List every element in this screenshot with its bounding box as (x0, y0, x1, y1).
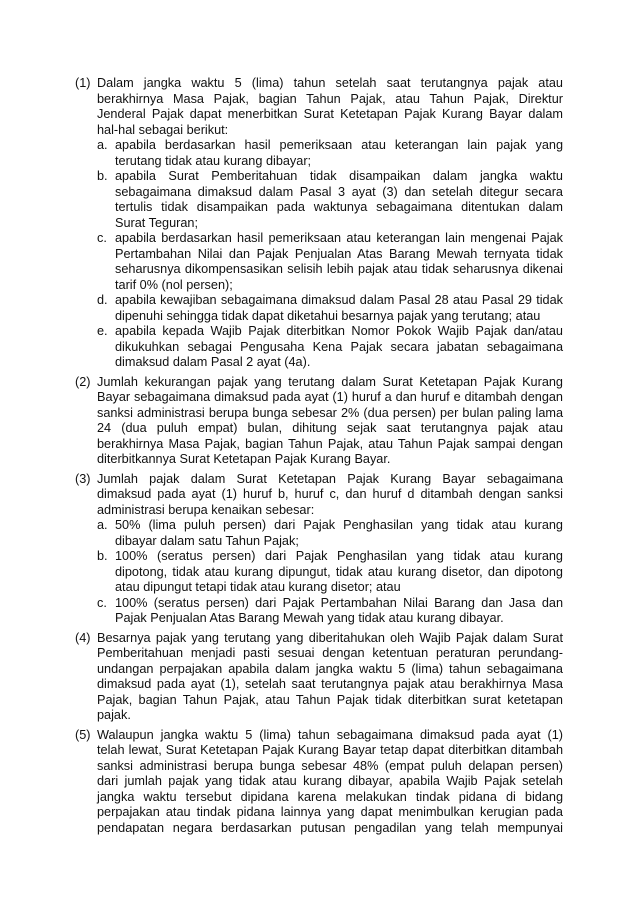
text-line: Jumlah kekurangan pajak yang terutang dalam Surat Ketetapan Pajak Kurang (97, 374, 563, 389)
paragraph-number: (2) (75, 374, 91, 389)
text-line: apabila kewajiban sebagaimana dimaksud dalam Pasal 28 atau Pasal 29 tidak (115, 293, 563, 307)
text-line: dimaksud pada ayat (1) huruf b, huruf c, dan huruf d ditambah dengan sanksi (97, 487, 563, 501)
text-line: tarif 0% (nol persen); (115, 277, 233, 292)
text-line: dimaksud pada ayat (1), setelah saat terutangnya pajak atau berakhirnya Masa (97, 677, 563, 691)
text-line: sanksi administrasi berupa bunga sebesar 48% (empat puluh delapan persen) (97, 758, 563, 773)
text-line: apabila berdasarkan hasil pemeriksaan atau keterangan lain pajak yang (115, 138, 563, 152)
list-item-letter: b. (97, 169, 108, 183)
list-item-text (115, 231, 563, 293)
list-item-text (115, 518, 563, 549)
text-line: pendapatan negara berdasarkan putusan pengadilan yang telah mempunyai (97, 820, 563, 835)
text-line: pajak. (97, 708, 131, 722)
text-line: dimaksud dalam Pasal 2 ayat (4a). (115, 355, 311, 369)
list-item-text (115, 169, 563, 231)
paragraph-number: (1) (75, 76, 91, 90)
text-line: Pajak, bagian Tahun Pajak, atau Tahun Pajak tidak diterbitkan surat ketetapan (97, 692, 563, 707)
text-line: Pertambahan Nilai dan Pajak Penjualan Atas Barang Mewah ternyata tidak (115, 246, 563, 261)
text-line: Bayar sebagaimana dimaksud pada ayat (1) huruf a dan huruf e ditambah dengan (97, 390, 563, 404)
text-line: perpajakan atau tindak pidana lainnya yang dapat menimbulkan kerugian pada (97, 805, 563, 819)
list-item-letter: c. (97, 595, 107, 610)
list-item-letter: e. (97, 324, 108, 338)
text-line: apabila kepada Wajib Pajak diterbitkan Nomor Pokok Wajib Pajak dan/atau (115, 324, 563, 338)
list-item (97, 231, 563, 293)
paragraph-5 (75, 728, 563, 837)
text-line: undangan perpajakan apabila dalam jangka waktu 5 (lima) tahun sebagaimana (97, 661, 563, 676)
text-line: 24 (dua puluh empat) bulan, dihitung sejak saat terutangnya pajak atau (97, 421, 563, 435)
paragraph-number: (3) (75, 471, 91, 486)
text-line: Dalam jangka waktu 5 (lima) tahun setelah saat terutangnya pajak atau (97, 76, 563, 90)
list-item-text (115, 549, 563, 596)
list-item-letter: c. (97, 231, 107, 245)
list-item (97, 293, 563, 324)
list-item-letter: a. (97, 138, 108, 152)
list-item (97, 138, 563, 169)
list-item-letter: b. (97, 549, 108, 563)
text-line: 100% (seratus persen) dari Pajak Pertambahan Nilai Barang dan Jasa dan (115, 595, 563, 610)
paragraph-4 (75, 631, 563, 724)
list-item (97, 518, 563, 549)
list-item-letter: d. (97, 293, 108, 307)
text-line: diterbitkannya Surat Ketetapan Pajak Kurang Bayar. (97, 452, 391, 466)
paragraph-text (97, 472, 563, 627)
paragraph-text (97, 76, 563, 371)
list-item (97, 324, 563, 371)
text-line: apabila berdasarkan hasil pemeriksaan atau keterangan lain mengenai Pajak (115, 231, 563, 245)
text-line: hal-hal sebagai berikut: (97, 122, 229, 137)
text-line: sanksi administrasi berupa bunga sebesar 2% (dua persen) per bulan paling lama (97, 405, 563, 420)
text-line: Besarnya pajak yang terutang yang diberitahukan oleh Wajib Pajak dalam Surat (97, 630, 563, 645)
list-item-text (115, 138, 563, 169)
text-line: Jumlah pajak dalam Surat Ketetapan Pajak Kurang Bayar sebagaimana (97, 471, 563, 486)
text-line: dipotong, tidak atau kurang dipungut, tidak atau kurang disetor, dan dipotong (115, 564, 563, 579)
list-item-text (115, 293, 563, 324)
text-line: atau dipungut tetapi tidak atau kurang disetor; atau (115, 580, 401, 594)
text-line: berakhirnya Masa Pajak, bagian Tahun Pajak, atau Tahun Pajak, Direktur (97, 91, 563, 106)
paragraph-text (97, 728, 563, 837)
text-line: seharusnya dikompensasikan selisih lebih pajak atau tidak seharusnya dikenai (115, 262, 563, 276)
paragraph-text (97, 375, 563, 468)
list-item-text (115, 324, 563, 371)
text-line: Surat Teguran; (115, 215, 198, 230)
list-item (97, 549, 563, 596)
text-line: Pemberitahuan menjadi pasti sesuai dengan ketentuan peraturan perundang- (97, 646, 563, 660)
list-item (97, 596, 563, 627)
text-line: administrasi berupa kenaikan sebesar: (97, 502, 315, 517)
text-line: 50% (lima puluh persen) dari Pajak Penghasilan yang tidak atau kurang (115, 518, 563, 532)
list-item-text (115, 596, 563, 627)
legal-text-body (75, 76, 563, 840)
text-line: Walaupun jangka waktu 5 (lima) tahun sebagaimana dimaksud pada ayat (1) (97, 727, 563, 742)
paragraph-number: (5) (75, 727, 91, 742)
text-line: dari jumlah pajak yang tidak atau kurang dibayar, apabila Wajib Pajak setelah (97, 774, 563, 788)
list-item-letter: a. (97, 518, 108, 532)
text-line: dikukuhkan sebagai Pengusaha Kena Pajak secara jabatan sebagaimana (115, 339, 563, 354)
text-line: sebagaimana dimaksud dalam Pasal 3 ayat (3) dan setelah ditegur secara (115, 184, 563, 199)
text-line: terutang tidak atau kurang dibayar; (115, 153, 312, 168)
paragraph-3 (75, 472, 563, 627)
paragraph-number: (4) (75, 630, 91, 645)
text-line: berakhirnya Masa Pajak, bagian Tahun Pajak, atau Tahun Pajak sampai dengan (97, 436, 563, 451)
text-line: jangka waktu tersebut dipidana karena melakukan tindak pidana di bidang (97, 789, 563, 804)
paragraph-text (97, 631, 563, 724)
text-line: tertulis tidak disampaikan pada waktunya sebagaimana ditentukan dalam (115, 200, 563, 214)
text-line: dibayar dalam satu Tahun Pajak; (115, 533, 299, 548)
text-line: dipenuhi sehingga tidak dapat diketahui besarnya pajak yang terutang; atau (115, 308, 541, 323)
text-line: Jenderal Pajak dapat menerbitkan Surat Ketetapan Pajak Kurang Bayar dalam (97, 107, 563, 121)
paragraph-1 (75, 76, 563, 371)
text-line: Pajak Penjualan Atas Barang Mewah yang tidak atau kurang dibayar. (115, 611, 504, 625)
list-item (97, 169, 563, 231)
text-line: apabila Surat Pemberitahuan tidak disampaikan dalam jangka waktu (115, 169, 563, 183)
paragraph-2 (75, 375, 563, 468)
text-line: telah lewat, Surat Ketetapan Pajak Kurang Bayar tetap dapat diterbitkan ditambah (97, 743, 563, 757)
text-line: 100% (seratus persen) dari Pajak Penghasilan yang tidak atau kurang (115, 549, 563, 563)
